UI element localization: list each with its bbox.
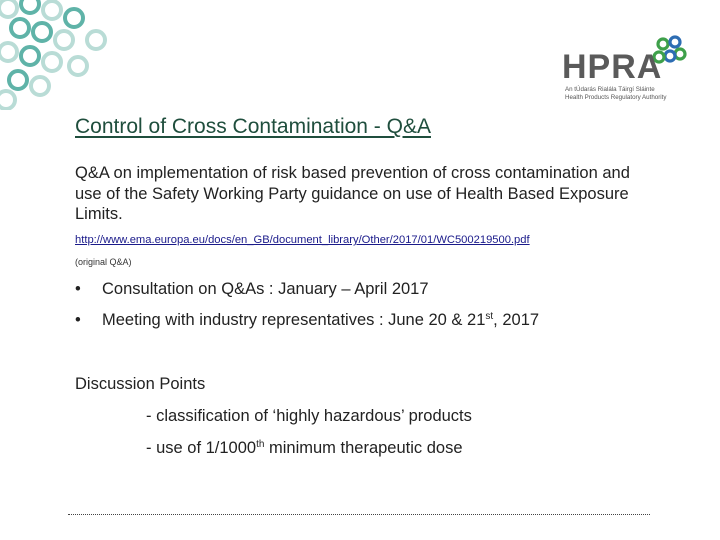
bullet-icon: • bbox=[75, 311, 81, 329]
slide-title: Control of Cross Contamination - Q&A bbox=[75, 115, 431, 138]
link-note: (original Q&A) bbox=[75, 257, 132, 267]
discussion-text: - use of 1/1000 bbox=[146, 439, 257, 457]
bullet-text: Consultation on Q&As : January – April 2017 bbox=[102, 280, 429, 298]
intro-paragraph: Q&A on implementation of risk based prevention of cross contamination and use of the Safety Working Party guidance on use of Health Based Exposure Limits. bbox=[75, 164, 630, 223]
ema-document-link[interactable]: http://www.ema.europa.eu/docs/en_GB/document_library/Other/2017/01/WC500219500.pdf bbox=[75, 234, 530, 246]
discussion-item-therapeutic-dose bbox=[146, 439, 463, 458]
logo-wordmark: HPRA bbox=[562, 48, 663, 86]
logo-subtitle-irish: An tÚdarás Rialála Táirgí Sláinte bbox=[565, 86, 655, 93]
bullet-consultation bbox=[75, 280, 429, 299]
discussion-item-classification: - classification of ‘highly hazardous’ products bbox=[146, 407, 472, 425]
discussion-text-end: minimum therapeutic dose bbox=[264, 439, 463, 457]
ordinal-suffix: st bbox=[485, 311, 494, 322]
footer-divider bbox=[68, 514, 650, 515]
molecule-pattern-decoration bbox=[0, 0, 120, 110]
bullet-text: Meeting with industry representatives : June 20 & 21 bbox=[102, 311, 486, 329]
discussion-heading: Discussion Points bbox=[75, 375, 206, 393]
bullet-icon: • bbox=[75, 280, 81, 298]
bullet-text-end: , 2017 bbox=[493, 311, 540, 329]
logo-subtitle-english: Health Products Regulatory Authority bbox=[565, 94, 667, 101]
bullet-meeting bbox=[75, 311, 539, 330]
ordinal-suffix: th bbox=[256, 439, 265, 450]
hpra-logo bbox=[562, 34, 692, 104]
